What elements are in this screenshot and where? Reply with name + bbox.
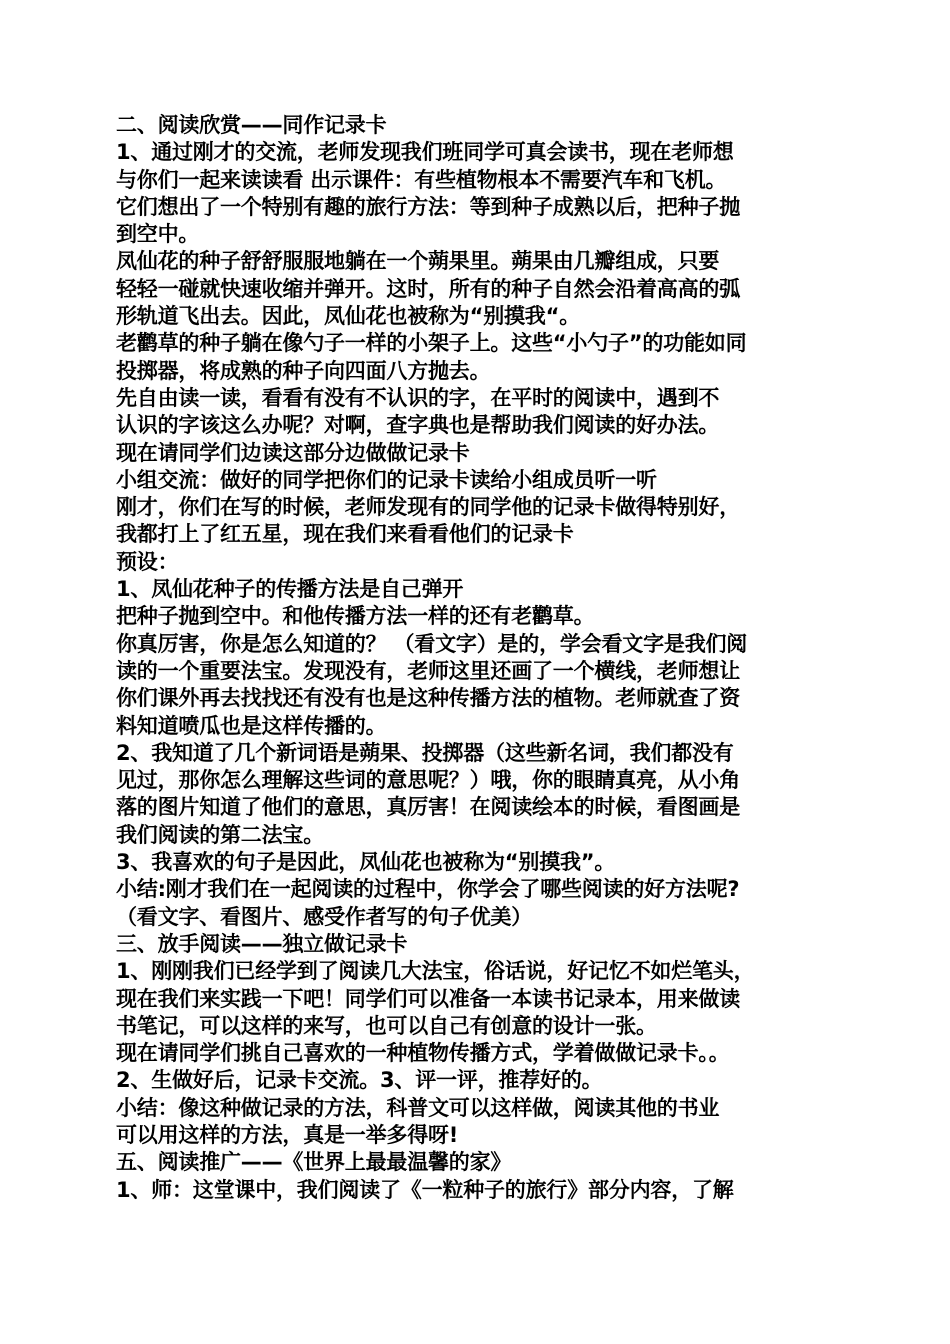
section-heading: 二、阅读欣赏——同作记录卡 bbox=[116, 113, 387, 137]
text-line: 1、师：这堂课中，我们阅读了《一粒种子的旅行》部分内容，了解 bbox=[116, 1177, 734, 1202]
text-line: 我们阅读的第二法宝。 bbox=[116, 822, 324, 847]
text-line: 小组交流：做好的同学把你们的记录卡读给小组成员听一听 bbox=[116, 467, 657, 492]
text-line: 把种子抛到空中。和他传播方法一样的还有老鹳草。 bbox=[116, 604, 595, 629]
text-line: 现在请同学们挑自己喜欢的一种植物传播方式，学着做做记录卡。。 bbox=[116, 1041, 730, 1066]
text-line: 书笔记，可以这样的来写，也可以自己有创意的设计一张。 bbox=[116, 1013, 657, 1038]
text-line: 2、生做好后，记录卡交流。3、评一评，推荐好的。 bbox=[116, 1068, 603, 1093]
text-line: 预设： bbox=[116, 549, 179, 574]
text-line: 我都打上了红五星，现在我们来看看他们的记录卡 bbox=[116, 522, 574, 547]
document-body bbox=[116, 112, 846, 1204]
text-line: 小结：像这种做记录的方法，科普文可以这样做，阅读其他的书业 bbox=[116, 1095, 720, 1120]
section-heading: 三、放手阅读——独立做记录卡 bbox=[116, 931, 408, 956]
text-line: 先自由读一读，看看有没有不认识的字，在平时的阅读中，遇到不 bbox=[116, 385, 720, 410]
text-line: 现在请同学们边读这部分边做做记录卡 bbox=[116, 440, 470, 465]
text-line: 凤仙花的种子舒舒服服地躺在一个蒴果里。蒴果由几瓣组成，只要 bbox=[116, 249, 720, 274]
text-line: 读的一个重要法宝。发现没有，老师这里还画了一个横线，老师想让 bbox=[116, 658, 740, 683]
text-line: 2、我知道了几个新词语是蒴果、投掷器（这些新名词，我们都没有 bbox=[116, 740, 734, 765]
text-line: 投掷器，将成熟的种子向四面八方抛去。 bbox=[116, 358, 491, 383]
text-line: 与你们一起来读读看 出示课件：有些植物根本不需要汽车和飞机。 bbox=[116, 167, 727, 192]
text-line: 3、我喜欢的句子是因此，凤仙花也被称为“别摸我”。 bbox=[116, 850, 616, 875]
text-line: 1、通过刚才的交流，老师发现我们班同学可真会读书，现在老师想 bbox=[116, 140, 734, 165]
text-line: 你们课外再去找找还有没有也是这种传播方法的植物。老师就查了资 bbox=[116, 686, 740, 711]
text-line: 你真厉害，你是怎么知道的？ （看文字）是的，学会看文字是我们阅 bbox=[116, 631, 748, 656]
text-line: 1、凤仙花种子的传播方法是自己弹开 bbox=[116, 577, 464, 602]
section-heading: 五、阅读推广——《世界上最最温馨的家》 bbox=[116, 1150, 512, 1175]
text-line: 落的图片知道了他们的意思，真厉害！在阅读绘本的时候，看图画是 bbox=[116, 795, 740, 820]
text-line: 小结:刚才我们在一起阅读的过程中，你学会了哪些阅读的好方法呢? bbox=[116, 877, 740, 902]
text-line: 到空中。 bbox=[116, 222, 200, 247]
text-line: 可以用这样的方法，真是一举多得呀! bbox=[116, 1122, 459, 1147]
text-line: 认识的字该这么办呢？对啊，查字典也是帮助我们阅读的好办法。 bbox=[116, 413, 720, 438]
text-line: 它们想出了一个特别有趣的旅行方法：等到种子成熟以后，把种子抛 bbox=[116, 194, 740, 219]
text-line: 料知道喷瓜也是这样传播的。 bbox=[116, 713, 387, 738]
text-line: 形轨道飞出去。因此，凤仙花也被称为“别摸我“。 bbox=[116, 304, 581, 329]
text-line: （看文字、看图片、感受作者写的句子优美） bbox=[116, 904, 532, 929]
text-line: 1、刚刚我们已经学到了阅读几大法宝，俗话说，好记忆不如烂笔头， bbox=[116, 959, 755, 984]
text-line: 现在我们来实践一下吧！同学们可以准备一本读书记录本，用来做读 bbox=[116, 986, 740, 1011]
text-line: 轻轻一碰就快速收缩并弹开。这时，所有的种子自然会沿着高高的弧 bbox=[116, 276, 740, 301]
text-line: 见过，那你怎么理解这些词的意思呢？）哦，你的眼睛真亮，从小角 bbox=[116, 768, 740, 793]
text-line: 老鹳草的种子躺在像勺子一样的小架子上。这些“小勺子”的功能如同 bbox=[116, 331, 747, 356]
text-line: 刚才，你们在写的时候，老师发现有的同学他的记录卡做得特别好， bbox=[116, 495, 740, 520]
